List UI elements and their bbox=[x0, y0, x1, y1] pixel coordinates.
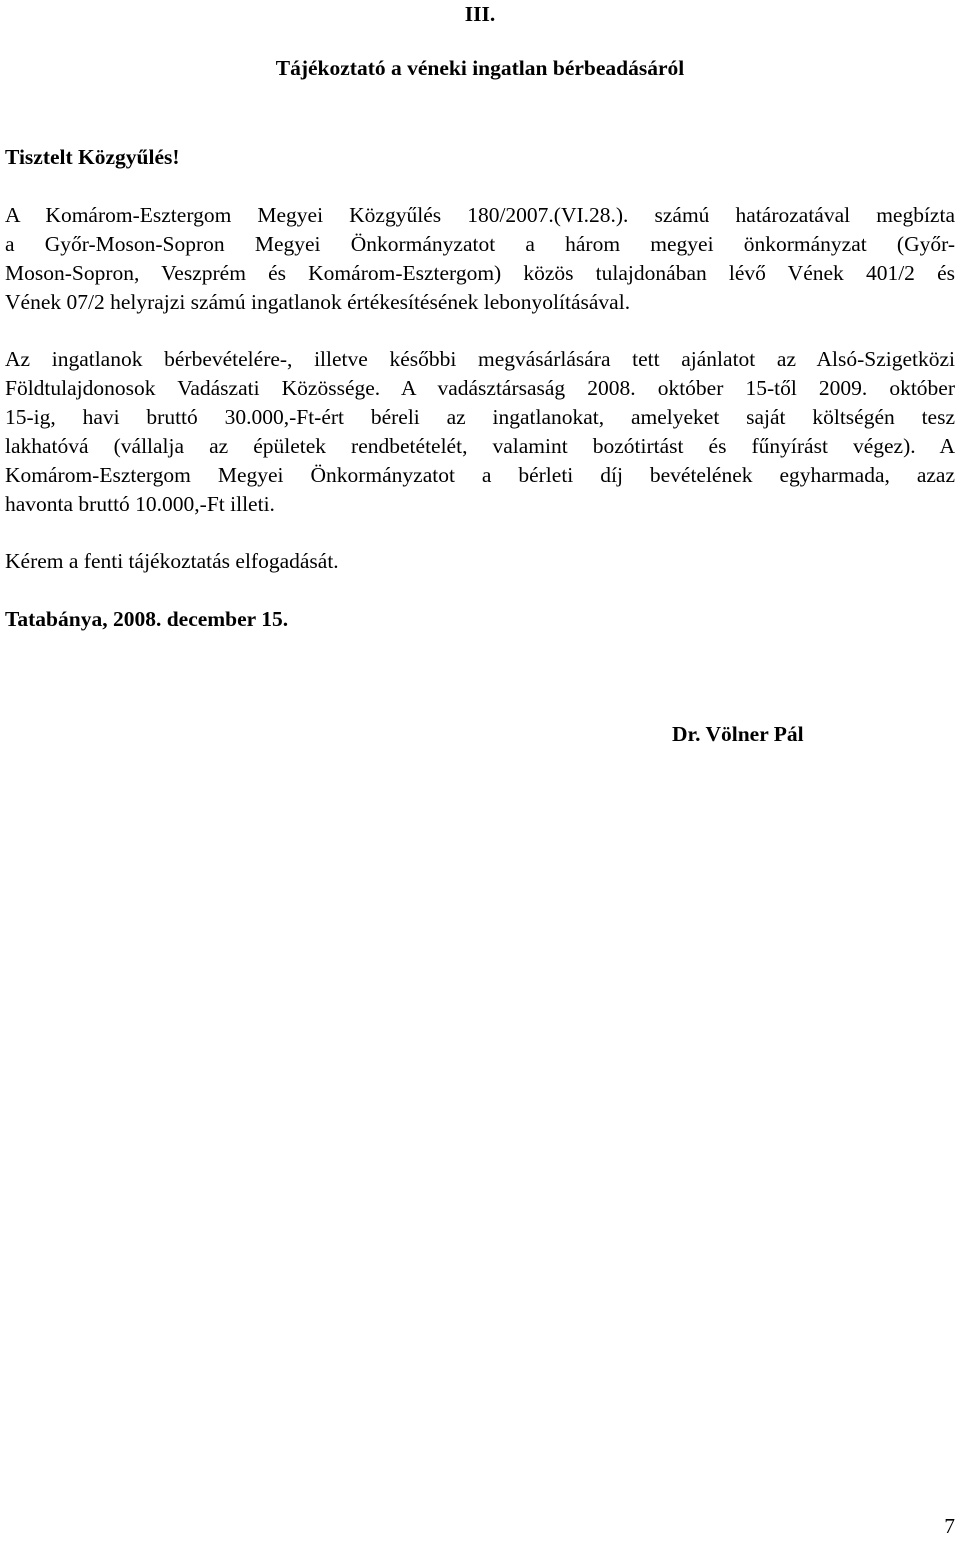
section-number: III. bbox=[464, 2, 496, 26]
paragraph-2-line: Komárom-Esztergom Megyei Önkormányzatot a bérleti díj bevételének egyharmada, azaz bbox=[5, 463, 955, 487]
paragraph-1-line: a Győr-Moson-Sopron Megyei Önkormányzatot a három megyei önkormányzat (Győr- bbox=[5, 232, 955, 256]
document-title: Tájékoztató a véneki ingatlan bérbeadásáról bbox=[275, 56, 685, 80]
paragraph-2-line: lakhatóvá (vállalja az épületek rendbetételét, valamint bozótirtást és fűnyírást végez). A bbox=[5, 434, 955, 458]
paragraph-1-line: A Komárom-Esztergom Megyei Közgyűlés 180/2007.(VI.28.). számú határozatával megbízta bbox=[5, 203, 955, 227]
paragraph-2-line: Az ingatlanok bérbevételére-, illetve későbbi megvásárlására tett ajánlatot az Alsó-Szigetközi bbox=[5, 347, 955, 371]
paragraph-2-line: 15-ig, havi bruttó 30.000,-Ft-ért béreli az ingatlanokat, amelyeket saját költségén tesz bbox=[5, 405, 955, 429]
signatory-name: Dr. Völner Pál bbox=[672, 722, 804, 746]
salutation: Tisztelt Közgyűlés! bbox=[5, 145, 180, 169]
paragraph-1-line: Vének 07/2 helyrajzi számú ingatlanok értékesítésének lebonyolításával. bbox=[5, 290, 631, 314]
place-and-date: Tatabánya, 2008. december 15. bbox=[5, 607, 289, 631]
paragraph-2-line: Földtulajdonosok Vadászati Közössége. A vadásztársaság 2008. október 15-től 2009. október bbox=[5, 376, 955, 400]
request-text: Kérem a fenti tájékoztatás elfogadását. bbox=[5, 549, 339, 573]
paragraph-1-line: Moson-Sopron, Veszprém és Komárom-Esztergom) közös tulajdonában lévő Vének 401/2 és bbox=[5, 261, 955, 285]
paragraph-2-line: havonta bruttó 10.000,-Ft illeti. bbox=[5, 492, 275, 516]
page-number: 7 bbox=[944, 1514, 955, 1538]
